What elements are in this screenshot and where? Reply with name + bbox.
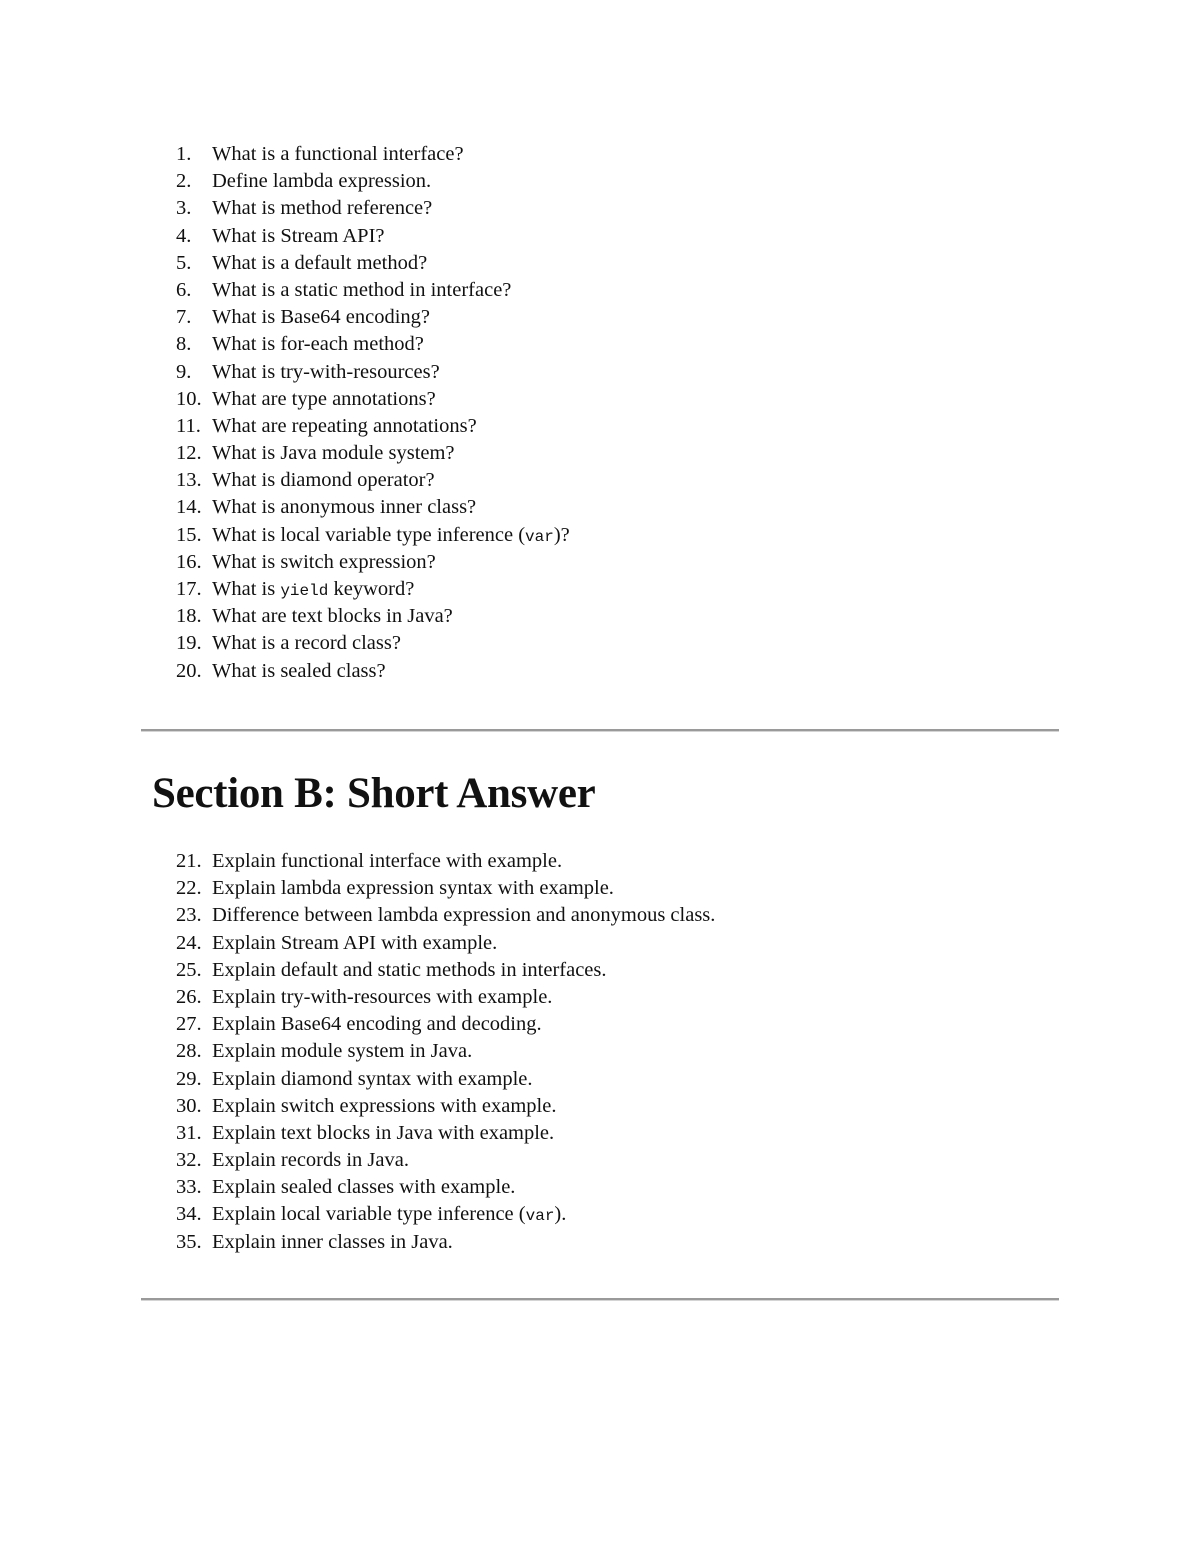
text-fragment: What are repeating annotations? [212, 414, 477, 437]
question-text [212, 496, 476, 518]
text-fragment: Explain lambda expression syntax with example. [212, 877, 614, 900]
text-fragment: ). [554, 1203, 567, 1226]
question-item [176, 386, 570, 413]
text-fragment: Explain try-with-resources with example. [212, 985, 553, 1008]
question-number: 29. [176, 1067, 202, 1090]
text-fragment: What is anonymous inner class? [212, 496, 477, 519]
text-fragment: Explain sealed classes with example. [212, 1176, 516, 1199]
question-number: 4. [176, 224, 192, 247]
question-number: 28. [176, 1040, 202, 1063]
question-number: 17. [176, 578, 202, 600]
question-number: 15. [176, 523, 202, 546]
question-text [212, 1040, 472, 1062]
text-fragment: What is diamond operator? [212, 469, 435, 492]
question-item [176, 168, 570, 195]
question-item [176, 277, 570, 304]
text-fragment: Explain inner classes in Java. [212, 1230, 453, 1253]
question-item [176, 1093, 715, 1120]
question-text [212, 1013, 542, 1035]
question-number: 10. [176, 387, 202, 410]
question-item [176, 522, 570, 549]
question-item [176, 902, 715, 929]
text-fragment: Explain Base64 encoding and decoding. [212, 1013, 542, 1036]
question-text [212, 170, 431, 192]
text-fragment: What is Java module system? [212, 442, 455, 465]
text-fragment: What are text blocks in Java? [212, 605, 453, 628]
question-item [176, 304, 570, 331]
question-number: 7. [176, 306, 192, 329]
question-item [176, 930, 715, 957]
question-number: 6. [176, 278, 192, 301]
text-fragment: Explain records in Java. [212, 1149, 409, 1172]
question-item [176, 467, 570, 494]
question-item [176, 576, 570, 603]
question-text [212, 850, 562, 872]
question-text [212, 388, 436, 410]
question-item [176, 141, 570, 168]
text-fragment: Explain functional interface with example. [212, 850, 563, 872]
question-text [212, 524, 570, 546]
text-fragment: What is a static method in interface? [212, 278, 512, 301]
question-text [212, 551, 436, 573]
question-number: 25. [176, 958, 202, 981]
question-item [176, 875, 715, 902]
question-text [212, 415, 477, 437]
question-item [176, 1120, 715, 1147]
question-item [176, 1011, 715, 1038]
horizontal-rule [141, 729, 1059, 732]
question-number: 11. [176, 414, 201, 437]
text-fragment: Explain Stream API with example. [212, 931, 498, 954]
text-fragment: What are type annotations? [212, 387, 436, 410]
text-fragment: What is try-with-resources? [212, 360, 440, 383]
question-item [176, 549, 570, 576]
inline-code: var [525, 1207, 555, 1226]
question-number: 5. [176, 251, 192, 274]
text-fragment: What is sealed class? [212, 659, 386, 682]
question-number: 18. [176, 605, 202, 628]
text-fragment: Explain default and static methods in interfaces. [212, 958, 607, 981]
text-fragment: What is a functional interface? [212, 143, 464, 165]
question-number: 2. [176, 170, 192, 193]
question-number: 32. [176, 1149, 202, 1172]
question-number: 14. [176, 496, 202, 519]
text-fragment: What is Base64 encoding? [212, 306, 431, 329]
text-fragment: What is [212, 578, 281, 600]
text-fragment: Difference between lambda expression and anonymous class. [212, 904, 716, 927]
question-text [212, 1203, 566, 1225]
question-number: 24. [176, 931, 202, 954]
question-number: 21. [176, 850, 202, 872]
question-item [176, 1038, 715, 1065]
question-list-section-a [176, 141, 570, 685]
question-number: 19. [176, 632, 202, 655]
question-text [212, 306, 430, 328]
text-fragment: Explain module system in Java. [212, 1040, 473, 1063]
question-text [212, 932, 497, 954]
section-b-heading: Section B: Short Answer [152, 770, 596, 817]
question-text [212, 1068, 533, 1090]
question-list-section-b [176, 848, 715, 1256]
question-text [212, 469, 435, 491]
question-text [212, 578, 414, 600]
question-item [176, 1174, 715, 1201]
question-item [176, 1201, 715, 1228]
text-fragment: Explain diamond syntax with example. [212, 1067, 533, 1090]
question-number: 30. [176, 1094, 202, 1117]
question-text [212, 279, 511, 301]
question-item [176, 1229, 715, 1256]
question-text [212, 143, 464, 165]
question-text [212, 959, 607, 981]
question-item [176, 440, 570, 467]
question-item [176, 957, 715, 984]
inline-code: yield [280, 582, 329, 600]
question-item [176, 223, 570, 250]
question-number: 3. [176, 197, 192, 220]
question-text [212, 252, 427, 274]
text-fragment: What is a record class? [212, 632, 401, 655]
question-text [212, 197, 432, 219]
question-number: 1. [176, 143, 192, 165]
question-text [212, 660, 386, 682]
question-text [212, 225, 385, 247]
horizontal-rule [141, 1298, 1059, 1301]
question-text [212, 632, 401, 654]
question-item [176, 1147, 715, 1174]
text-fragment: )? [553, 523, 570, 546]
text-fragment: What is switch expression? [212, 550, 436, 573]
question-number: 12. [176, 442, 202, 465]
question-number: 26. [176, 985, 202, 1008]
question-item [176, 984, 715, 1011]
question-number: 13. [176, 469, 202, 492]
text-fragment: keyword? [328, 578, 415, 600]
question-item [176, 494, 570, 521]
text-fragment: What is a default method? [212, 251, 428, 274]
question-number: 27. [176, 1013, 202, 1036]
text-fragment: What is local variable type inference ( [212, 523, 526, 546]
text-fragment: What is Stream API? [212, 224, 385, 247]
inline-code: var [525, 527, 554, 546]
question-item [176, 658, 570, 685]
text-fragment: What is method reference? [212, 197, 433, 220]
question-item [176, 250, 570, 277]
question-number: 16. [176, 550, 202, 573]
question-text [212, 1231, 453, 1253]
question-text [212, 605, 453, 627]
question-number: 34. [176, 1203, 202, 1226]
question-text [212, 904, 715, 926]
question-item [176, 630, 570, 657]
question-item [176, 603, 570, 630]
question-text [212, 1176, 515, 1198]
question-text [212, 361, 440, 383]
question-text [212, 877, 614, 899]
text-fragment: Explain local variable type inference ( [212, 1203, 526, 1226]
text-fragment: Explain text blocks in Java with example. [212, 1121, 555, 1144]
question-number: 35. [176, 1230, 202, 1253]
question-number: 22. [176, 877, 202, 900]
text-fragment: Define lambda expression. [212, 170, 432, 193]
question-text [212, 333, 424, 355]
question-number: 20. [176, 659, 202, 682]
question-item [176, 195, 570, 222]
question-text [212, 1095, 556, 1117]
question-number: 33. [176, 1176, 202, 1199]
question-text [212, 986, 552, 1008]
question-item [176, 1066, 715, 1093]
question-item [176, 848, 715, 875]
question-number: 8. [176, 333, 192, 356]
question-number: 9. [176, 360, 192, 383]
question-text [212, 1149, 409, 1171]
question-item [176, 413, 570, 440]
question-number: 23. [176, 904, 202, 927]
question-text [212, 442, 455, 464]
text-fragment: What is for-each method? [212, 333, 424, 356]
text-fragment: Explain switch expressions with example. [212, 1094, 557, 1117]
question-item [176, 331, 570, 358]
question-text [212, 1122, 554, 1144]
question-number: 31. [176, 1121, 202, 1144]
question-item [176, 359, 570, 386]
